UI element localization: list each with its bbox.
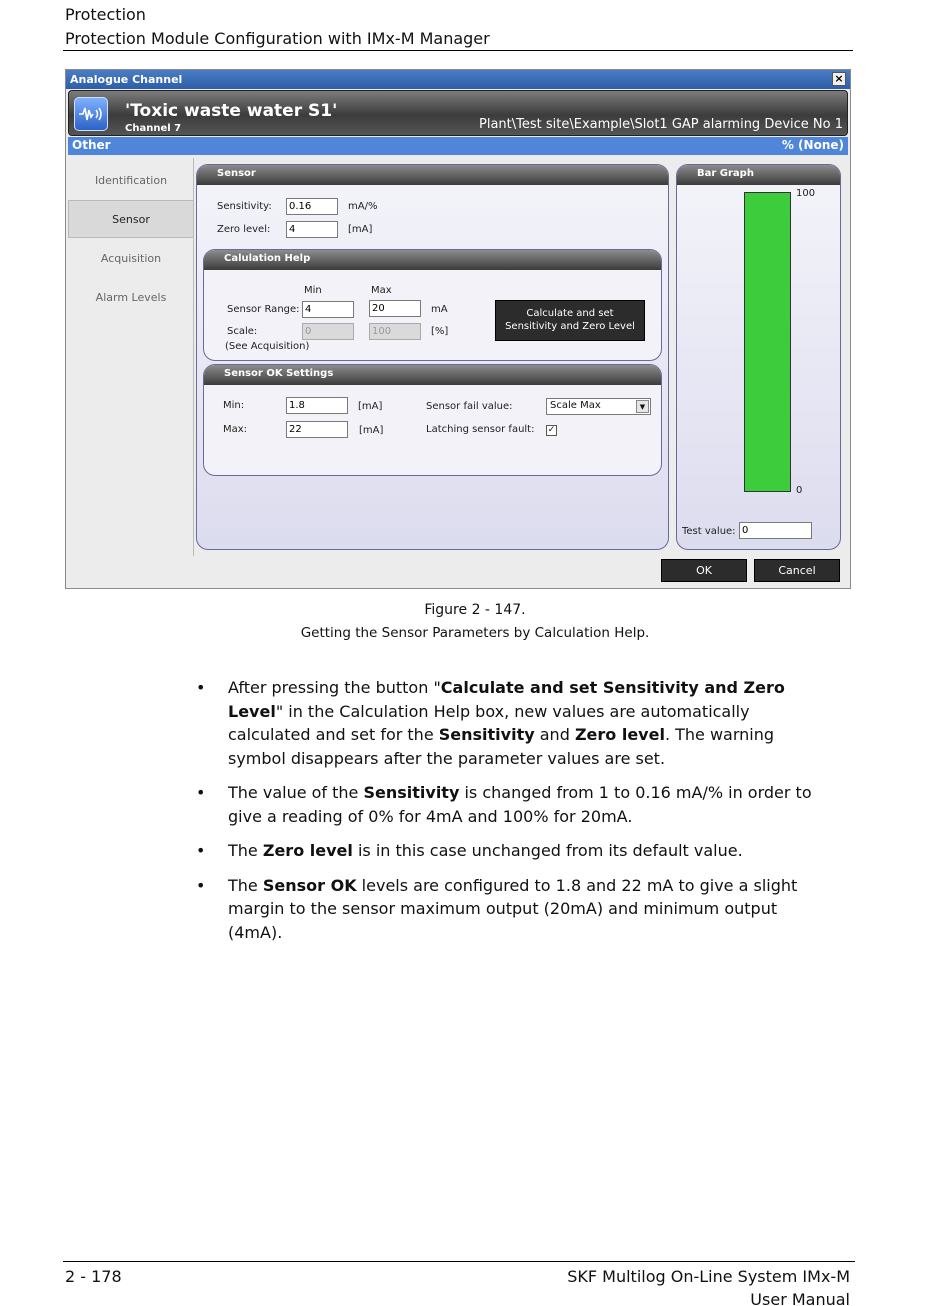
bold-term: Sensor OK <box>262 875 357 895</box>
sensor-fail-value: Scale Max <box>550 400 601 411</box>
bar-graph-max-label: 100 <box>796 188 816 199</box>
bold-term: Zero level <box>262 841 353 860</box>
dialog-titlebar <box>66 70 850 89</box>
header-divider <box>63 50 853 51</box>
zero-level-input[interactable] <box>286 221 338 238</box>
channel-path: Plant\Test site\Example\Slot1 GAP alarming Device No 1 <box>479 117 843 132</box>
bullet-text: . The warning symbol disappears after the parameter values are set. <box>228 725 775 768</box>
bullet-item <box>196 874 836 945</box>
bar-graph-min-label: 0 <box>796 485 803 496</box>
sensor-ok-header: Sensor OK Settings <box>204 365 661 385</box>
bold-term: Sensitivity <box>363 783 460 802</box>
footer-divider <box>63 1261 855 1262</box>
scale-unit: [%] <box>431 326 449 337</box>
bullet-text: After pressing the button " <box>228 678 441 697</box>
sensor-range-unit: mA <box>431 304 448 315</box>
bullet-text: is changed from 1 to 0.16 mA/% in order to give a reading of 0% for 4mA and 100% for 20mA. <box>228 783 812 826</box>
bullet-item <box>196 781 836 828</box>
footer-doc: User Manual <box>750 1290 850 1306</box>
analogue-channel-dialog <box>65 69 851 589</box>
see-acquisition-note: (See Acquisition) <box>225 341 310 352</box>
bullet-text: " in the Calculation Help box, new values are automatically calculated and set for the <box>228 701 750 744</box>
sensor-ok-min-input[interactable] <box>286 397 348 414</box>
sensor-panel-header: Sensor <box>197 165 668 185</box>
sensor-ok-min-unit: [mA] <box>358 401 383 412</box>
figure-caption: Getting the Sensor Parameters by Calculation Help. <box>300 625 650 641</box>
channel-name: 'Toxic waste water S1' <box>125 101 338 121</box>
bar-graph-header: Bar Graph <box>677 165 840 185</box>
page-number: 2 - 178 <box>65 1267 122 1286</box>
calculate-and-set-button[interactable] <box>495 300 645 341</box>
nav-item-sensor[interactable]: Sensor <box>68 200 194 238</box>
sensor-range-min-input[interactable] <box>302 301 354 318</box>
bar-graph-fill <box>745 193 790 491</box>
bullet-text: The <box>228 841 263 860</box>
header-chapter: Protection Module Configuration with IMx-M Manager <box>65 29 490 48</box>
sensor-ok-min-label: Min: <box>223 400 245 411</box>
bullet-dot: • <box>196 875 206 895</box>
bullet-item <box>196 676 836 770</box>
bar-graph-panel <box>676 164 841 550</box>
nav-pane <box>68 158 194 556</box>
calculate-button-line1: Calculate and set <box>526 308 614 319</box>
sensor-range-label: Sensor Range: <box>227 304 300 315</box>
nav-item-identification[interactable]: Identification <box>94 174 168 187</box>
ok-button[interactable]: OK <box>661 559 747 582</box>
sensor-range-max-input[interactable] <box>369 300 421 317</box>
bullet-text: is in this case unchanged from its default value. <box>352 841 743 860</box>
bold-term: Zero level <box>574 725 665 744</box>
sensitivity-unit: mA/% <box>348 201 378 212</box>
dialog-title: Analogue Channel <box>70 73 183 86</box>
channel-number: Channel 7 <box>125 123 182 134</box>
bullet-text: The <box>228 875 263 895</box>
scale-label: Scale: <box>227 326 258 337</box>
close-icon[interactable]: × <box>832 72 846 86</box>
sensor-ok-panel <box>203 364 662 476</box>
bar-graph-track <box>744 192 791 492</box>
sensor-ok-max-input[interactable] <box>286 421 348 438</box>
sensor-ok-max-unit: [mA] <box>359 425 384 436</box>
sensor-panel <box>196 164 669 550</box>
bullet-text: The value of the <box>228 783 364 802</box>
bullet-dot: • <box>196 841 206 860</box>
channel-type-bar <box>68 137 848 155</box>
test-value-input[interactable] <box>739 522 812 539</box>
bullet-list <box>196 676 836 955</box>
zero-level-unit: [mA] <box>348 224 373 235</box>
bullet-dot: • <box>196 678 206 697</box>
bold-term: Sensitivity <box>438 725 535 744</box>
calculate-button-line2: Sensitivity and Zero Level <box>505 321 635 332</box>
calculation-help-header: Calulation Help <box>204 250 661 270</box>
header-section: Protection <box>65 5 146 24</box>
sensor-fail-select[interactable] <box>546 398 651 415</box>
test-value-label: Test value: <box>682 526 736 537</box>
sensor-fail-label: Sensor fail value: <box>426 401 513 412</box>
max-column-label: Max <box>371 285 392 296</box>
figure-number: Figure 2 - 147. <box>424 602 526 618</box>
sensitivity-input[interactable] <box>286 198 338 215</box>
cancel-button[interactable]: Cancel <box>754 559 840 582</box>
zero-level-label: Zero level: <box>217 224 271 235</box>
latching-fault-checkbox[interactable]: ✓ <box>547 425 556 435</box>
channel-type: Other <box>72 138 111 152</box>
min-column-label: Min <box>304 285 322 296</box>
channel-unit: % (None) <box>781 138 844 152</box>
latching-fault-label: Latching sensor fault: <box>426 424 535 435</box>
bullet-text: levels are configured to 1.8 and 22 mA to give a slight margin to the sensor maximum output (20mA) and minimum output (4mA). <box>228 875 798 942</box>
nav-item-alarm-levels[interactable]: Alarm Levels <box>95 291 167 304</box>
scale-min-input <box>302 323 354 340</box>
footer-product: SKF Multilog On-Line System IMx-M <box>567 1267 850 1286</box>
bold-term: Calculate and set Sensitivity and Zero Level <box>228 678 785 721</box>
calculation-help-panel <box>203 249 662 361</box>
bullet-dot: • <box>196 783 206 802</box>
sensitivity-label: Sensitivity: <box>217 201 272 212</box>
bullet-text: and <box>534 725 575 744</box>
scale-max-input <box>369 323 421 340</box>
bullet-item <box>196 839 836 863</box>
sensor-ok-max-label: Max: <box>223 424 248 435</box>
sensor-wave-icon <box>74 97 108 131</box>
nav-item-acquisition[interactable]: Acquisition <box>100 252 162 265</box>
channel-banner <box>68 90 848 136</box>
chevron-down-icon[interactable]: ▼ <box>636 400 649 413</box>
